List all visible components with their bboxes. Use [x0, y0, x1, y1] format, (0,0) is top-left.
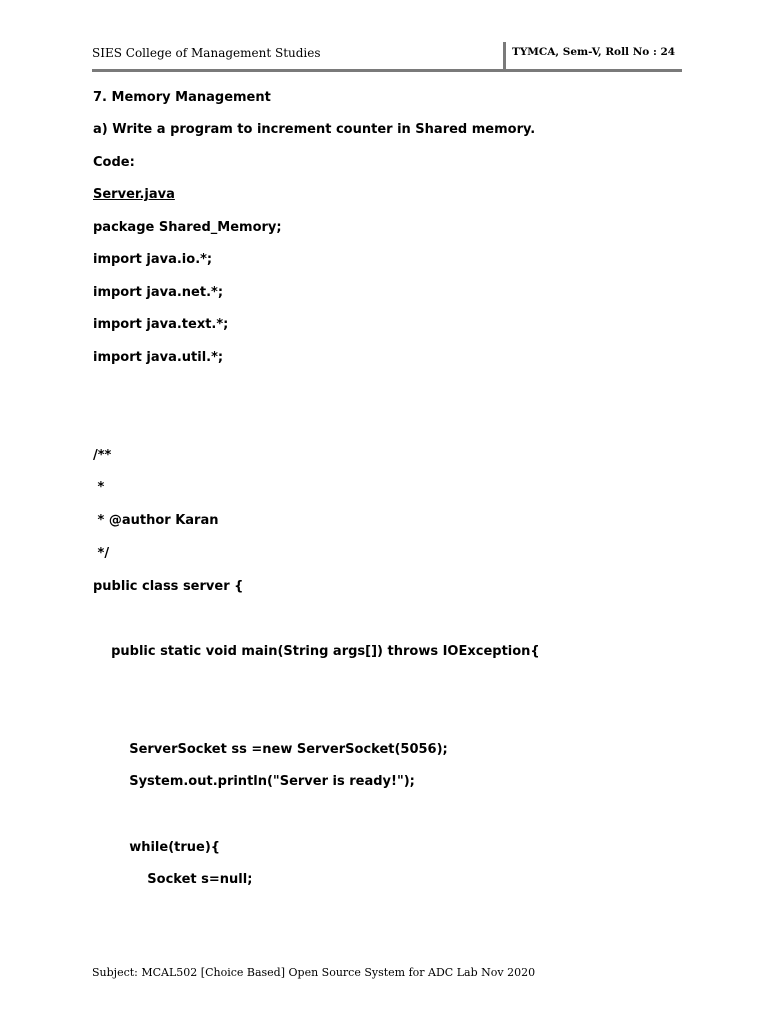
header-rule	[92, 69, 682, 72]
code-line: public class server {	[93, 579, 244, 594]
page-footer: Subject: MCAL502 [Choice Based] Open Source System for ADC Lab Nov 2020	[92, 966, 536, 979]
code-line: */	[93, 546, 110, 561]
code-line: ServerSocket ss =new ServerSocket(5056);	[93, 742, 448, 757]
code-line: /**	[93, 448, 112, 463]
section-title: 7. Memory Management	[93, 90, 271, 105]
code-line: import java.io.*;	[93, 252, 213, 267]
code-line: System.out.println("Server is ready!");	[93, 774, 415, 789]
code-line: package Shared_Memory;	[93, 220, 282, 235]
code-line: public static void main(String args[]) throws IOException{	[93, 644, 540, 659]
file-name: Server.java	[93, 187, 175, 202]
code-line: *	[93, 480, 105, 495]
code-line: import java.text.*;	[93, 317, 229, 332]
code-line: import java.net.*;	[93, 285, 224, 300]
code-line: import java.util.*;	[93, 350, 224, 365]
code-line: * @author Karan	[93, 513, 219, 528]
code-label: Code:	[93, 155, 135, 170]
header-divider	[503, 42, 506, 72]
code-line: while(true){	[93, 840, 221, 855]
question-text: a) Write a program to increment counter in Shared memory.	[93, 122, 536, 137]
code-line: Socket s=null;	[93, 872, 253, 887]
page-header	[92, 38, 682, 72]
header-class-info: TYMCA, Sem-V, Roll No : 24	[512, 46, 676, 58]
header-college-name: SIES College of Management Studies	[92, 46, 321, 60]
